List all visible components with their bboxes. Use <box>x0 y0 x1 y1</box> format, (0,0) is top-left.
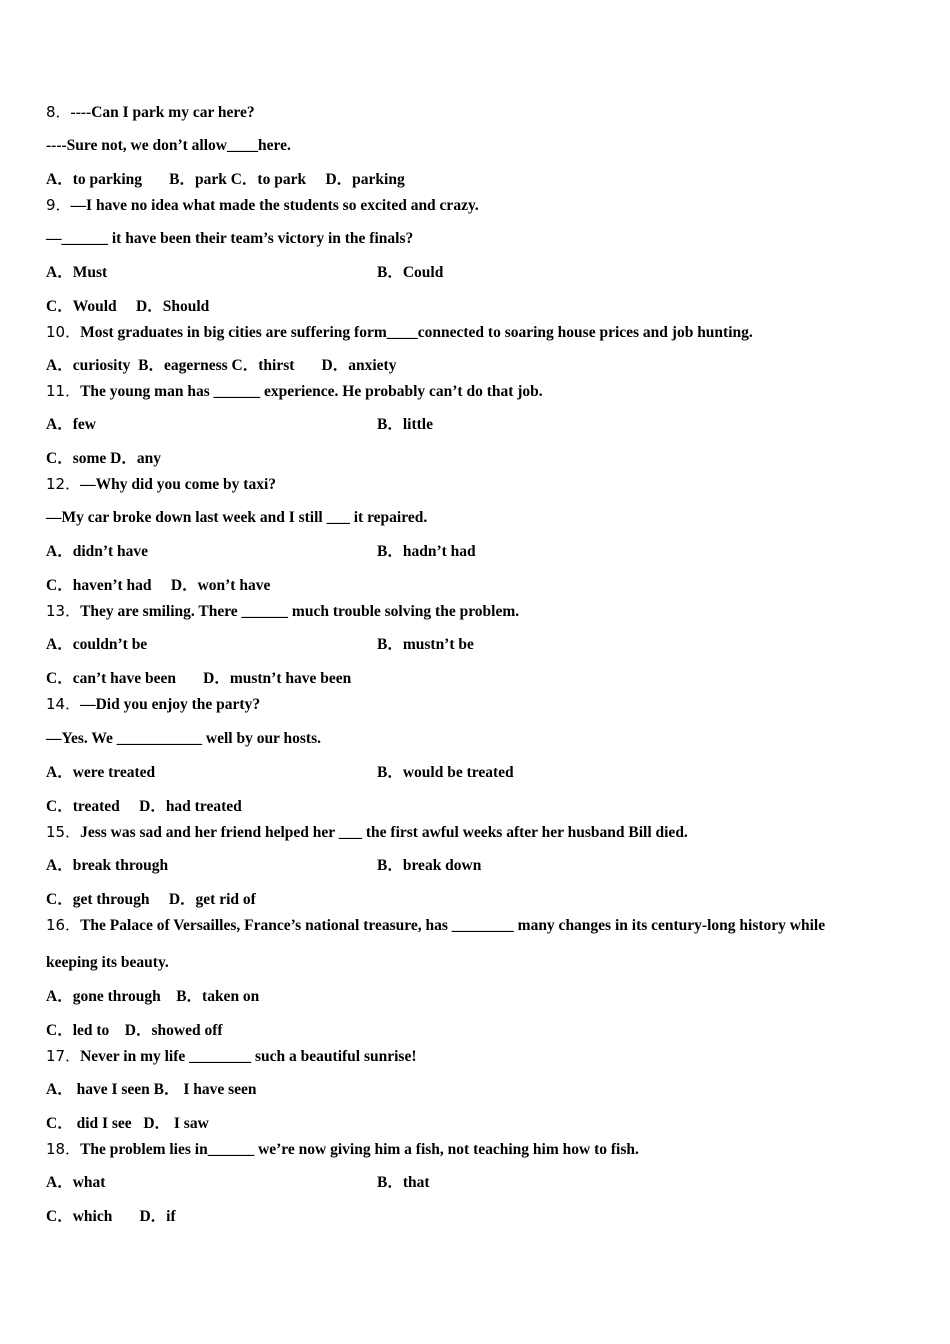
question-17-options-cd: C． did I see D． I saw <box>46 1115 209 1132</box>
question-number: 14． <box>46 695 81 713</box>
question-13-stem <box>46 601 519 622</box>
question-text: —I have no idea what made the students so excited and crazy. <box>70 197 479 214</box>
question-9-option-a: A．Must <box>46 264 108 281</box>
question-17-options-ab: A． have I seen B． I have seen <box>46 1081 257 1098</box>
question-text: ----Can I park my car here? <box>70 104 255 121</box>
question-number: 15． <box>46 823 81 841</box>
question-18-stem <box>46 1139 639 1160</box>
question-number: 10． <box>46 323 81 341</box>
question-9-reply: —______ it have been their team’s victory in the finals? <box>46 230 414 247</box>
question-11-option-a: A．few <box>46 416 96 433</box>
question-14-stem <box>46 694 260 715</box>
question-text: —Did you enjoy the party? <box>80 696 261 713</box>
question-14-options-cd: C．treated D．had treated <box>46 798 242 815</box>
question-number: 12． <box>46 475 81 493</box>
question-text: —Why did you come by taxi? <box>80 476 277 493</box>
question-18-option-a: A．what <box>46 1174 106 1191</box>
question-13-option-a: A．couldn’t be <box>46 636 148 653</box>
question-18-option-b: B．that <box>377 1174 430 1191</box>
question-16-options-ab: A．gone through B．taken on <box>46 988 260 1005</box>
question-8-stem <box>46 102 255 123</box>
question-15-option-b: B．break down <box>377 857 482 874</box>
question-14-option-a: A．were treated <box>46 764 156 781</box>
question-12-option-b: B．hadn’t had <box>377 543 476 560</box>
question-9-stem <box>46 195 479 216</box>
question-8-reply: ----Sure not, we don’t allow____here. <box>46 137 291 154</box>
question-11-options-cd: C．some D．any <box>46 450 161 467</box>
question-15-stem <box>46 822 688 843</box>
question-15-option-a: A．break through <box>46 857 169 874</box>
question-number: 9． <box>46 196 71 214</box>
question-16-stem-continued: keeping its beauty. <box>46 954 169 971</box>
question-9-option-b: B．Could <box>377 264 444 281</box>
question-10-stem <box>46 322 753 343</box>
question-text: Never in my life ________ such a beautiful sunrise! <box>80 1048 417 1065</box>
question-number: 8． <box>46 103 71 121</box>
question-text: Most graduates in big cities are suffering form____connected to soaring house prices and job hunting. <box>80 324 753 341</box>
question-number: 16． <box>46 916 81 934</box>
question-12-reply: —My car broke down last week and I still ___ it repaired. <box>46 509 428 526</box>
question-11-stem <box>46 381 543 402</box>
question-17-stem <box>46 1046 417 1067</box>
question-text: The Palace of Versailles, France’s national treasure, has ________ many changes in its century-long history while <box>80 917 826 934</box>
question-13-option-b: B．mustn’t be <box>377 636 474 653</box>
question-14-option-b: B．would be treated <box>377 764 514 781</box>
question-8-options: A．to parking B．park C．to park D．parking <box>46 171 405 188</box>
question-14-reply: —Yes. We ___________ well by our hosts. <box>46 730 322 747</box>
question-number: 13． <box>46 602 81 620</box>
question-16-stem <box>46 915 825 936</box>
question-15-options-cd: C．get through D．get rid of <box>46 891 256 908</box>
question-number: 18． <box>46 1140 81 1158</box>
question-text: They are smiling. There ______ much trouble solving the problem. <box>80 603 520 620</box>
question-11-option-b: B．little <box>377 416 433 433</box>
question-number: 17． <box>46 1047 81 1065</box>
question-number: 11． <box>46 382 81 400</box>
question-18-options-cd: C．which D．if <box>46 1208 176 1225</box>
question-12-options-cd: C．haven’t had D．won’t have <box>46 577 271 594</box>
question-12-option-a: A．didn’t have <box>46 543 149 560</box>
question-10-options: A．curiosity B．eagerness C．thirst D．anxiety <box>46 357 397 374</box>
question-text: The young man has ______ experience. He probably can’t do that job. <box>80 383 543 400</box>
question-13-options-cd: C．can’t have been D．mustn’t have been <box>46 670 352 687</box>
question-16-options-cd: C．led to D．showed off <box>46 1022 223 1039</box>
question-9-options-cd: C．Would D．Should <box>46 298 210 315</box>
question-12-stem <box>46 474 276 495</box>
question-text: The problem lies in______ we’re now giving him a fish, not teaching him how to fish. <box>80 1141 639 1158</box>
question-text: Jess was sad and her friend helped her ___ the first awful weeks after her husband Bill died. <box>80 824 688 841</box>
